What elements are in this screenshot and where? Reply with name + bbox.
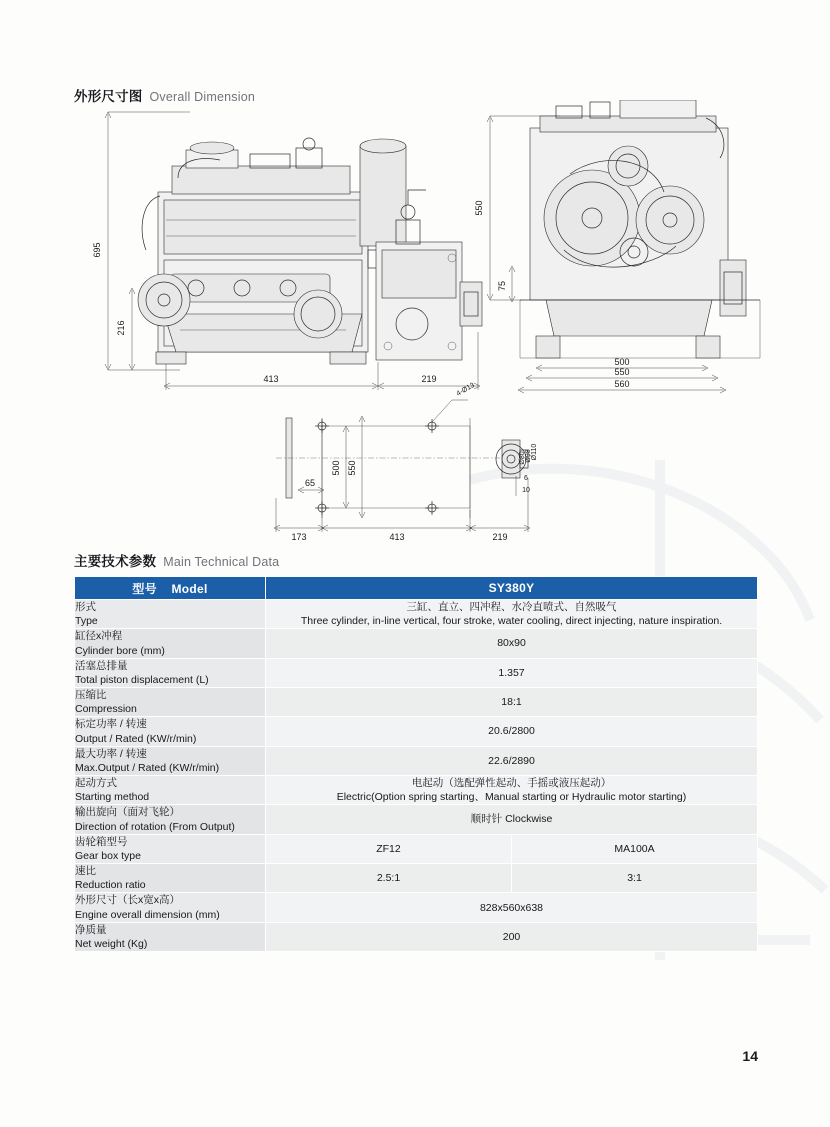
row-value-right: MA100A xyxy=(512,834,758,863)
row-label xyxy=(75,746,266,775)
table-row xyxy=(75,629,758,658)
technical-data-table xyxy=(74,576,758,952)
row-label xyxy=(75,776,266,805)
row-value: 18:1 xyxy=(266,688,758,717)
drawing-front-view xyxy=(474,100,760,393)
dim-550-front: 550 xyxy=(474,200,484,216)
section-heading-dimension-cn: 外形尺寸图 xyxy=(74,89,143,104)
dim-413: 413 xyxy=(263,374,279,384)
row-label-cn: 缸径x冲程 xyxy=(75,630,123,643)
row-value: 20.6/2800 xyxy=(266,717,758,746)
row-value-cn: 三缸、直立、四冲程、水冷直喷式、自然吸气 xyxy=(406,601,617,613)
row-label-en: Output / Rated (KW/r/min) xyxy=(75,732,197,745)
dim-173: 173 xyxy=(291,532,307,540)
table-row xyxy=(75,717,758,746)
row-label xyxy=(75,893,266,922)
row-label-en: Max.Output / Rated (KW/r/min) xyxy=(75,761,220,774)
row-value-left: ZF12 xyxy=(266,834,512,863)
row-value-cn: 电起动（选配弹性起动、手摇或液压起动） xyxy=(411,777,612,790)
row-label-en: Compression xyxy=(75,703,137,716)
row-label-en: Engine overall dimension (mm) xyxy=(75,908,220,921)
dim-plan-219: 219 xyxy=(492,532,508,540)
table-row xyxy=(75,922,758,951)
row-value-left: 2.5:1 xyxy=(266,864,512,893)
table-row xyxy=(75,864,758,893)
dim-65: 65 xyxy=(304,478,316,488)
row-label-cn: 最大功率 / 转速 xyxy=(75,747,147,760)
dim-75: 75 xyxy=(497,280,507,292)
row-label xyxy=(75,922,266,951)
note-D110: Ø110 xyxy=(531,443,538,461)
table-header-row xyxy=(75,577,758,600)
dim-plan-500: 500 xyxy=(331,460,341,476)
section-heading-dimension-en: Overall Dimension xyxy=(149,90,256,104)
dim-216: 216 xyxy=(116,320,126,336)
note-D80: Ø80 xyxy=(519,451,526,465)
row-label xyxy=(75,600,266,629)
header-model-label-en: Model xyxy=(171,581,208,596)
row-value-right: 3:1 xyxy=(512,864,758,893)
drawing-plan-view xyxy=(274,382,538,540)
row-label-cn: 输出旋向（面对飞轮） xyxy=(75,806,180,819)
row-label xyxy=(75,658,266,687)
note-4xD13: 4-Ø13 xyxy=(455,381,476,398)
table-row xyxy=(75,600,758,629)
header-model-label xyxy=(75,577,266,600)
dim-560: 560 xyxy=(614,379,630,389)
row-label-en: Direction of rotation (From Output) xyxy=(75,820,235,833)
table-row xyxy=(75,893,758,922)
table-row xyxy=(75,776,758,805)
row-label-cn: 齿轮箱型号 xyxy=(75,835,128,848)
table-row xyxy=(75,805,758,834)
drawing-side-view xyxy=(92,112,482,390)
row-value: 22.6/2890 xyxy=(266,746,758,775)
dim-500-front: 500 xyxy=(614,357,630,367)
row-label-en: Total piston displacement (L) xyxy=(75,673,209,686)
row-label-en: Type xyxy=(75,615,98,628)
row-value-en: Electric(Option spring starting、Manual starting or Hydraulic motor starting) xyxy=(336,791,687,804)
row-value: 1.357 xyxy=(266,658,758,687)
row-label-cn: 标定功率 / 转速 xyxy=(75,718,147,731)
row-label xyxy=(75,629,266,658)
row-value xyxy=(266,776,758,805)
dim-plan-413: 413 xyxy=(389,532,405,540)
row-value: 828x560x638 xyxy=(266,893,758,922)
dim-10: 10 xyxy=(522,487,530,494)
row-label xyxy=(75,834,266,863)
row-label xyxy=(75,864,266,893)
row-label-en: Cylinder bore (mm) xyxy=(75,644,165,657)
row-value: 80x90 xyxy=(266,629,758,658)
row-label-cn: 压缩比 xyxy=(75,689,107,702)
dim-6: 6 xyxy=(524,475,528,482)
section-heading-technical-en: Main Technical Data xyxy=(163,555,280,569)
row-label-cn: 净质量 xyxy=(75,923,107,936)
table-row xyxy=(75,688,758,717)
row-label xyxy=(75,805,266,834)
row-label-en: Reduction ratio xyxy=(75,879,146,892)
row-label-cn: 外形尺寸（长x宽x高） xyxy=(75,894,180,907)
row-label-en: Gear box type xyxy=(75,849,141,862)
drawing-svg xyxy=(60,100,780,540)
engine-drawings xyxy=(60,100,780,540)
dim-695: 695 xyxy=(92,242,102,258)
dim-550-front-width: 550 xyxy=(614,367,630,377)
row-label-en: Net weight (Kg) xyxy=(75,937,148,950)
row-label-cn: 起动方式 xyxy=(75,777,117,790)
page-number: 14 xyxy=(742,1048,758,1064)
header-model-value: SY380Y xyxy=(266,577,758,600)
row-value: 200 xyxy=(266,922,758,951)
row-label xyxy=(75,688,266,717)
header-model-label-cn: 型号 xyxy=(132,581,157,596)
row-label-cn: 形式 xyxy=(75,601,96,613)
dim-plan-550: 550 xyxy=(347,460,357,476)
row-label-cn: 速比 xyxy=(75,865,96,878)
row-value: 顺时针 Clockwise xyxy=(266,805,758,834)
section-heading-technical xyxy=(74,550,279,570)
note-D98: Ø98 xyxy=(525,449,532,463)
table-row xyxy=(75,746,758,775)
row-value xyxy=(266,600,758,629)
section-heading-technical-cn: 主要技术参数 xyxy=(74,554,157,569)
row-label-cn: 活塞总排量 xyxy=(75,659,128,672)
row-label xyxy=(75,717,266,746)
row-label-en: Starting method xyxy=(75,791,150,804)
table-row xyxy=(75,658,758,687)
dim-219: 219 xyxy=(421,374,437,384)
row-value-en: Three cylinder, in-line vertical, four stroke, water cooling, direct injecting, nature inspiration. xyxy=(300,615,723,628)
table-row xyxy=(75,834,758,863)
